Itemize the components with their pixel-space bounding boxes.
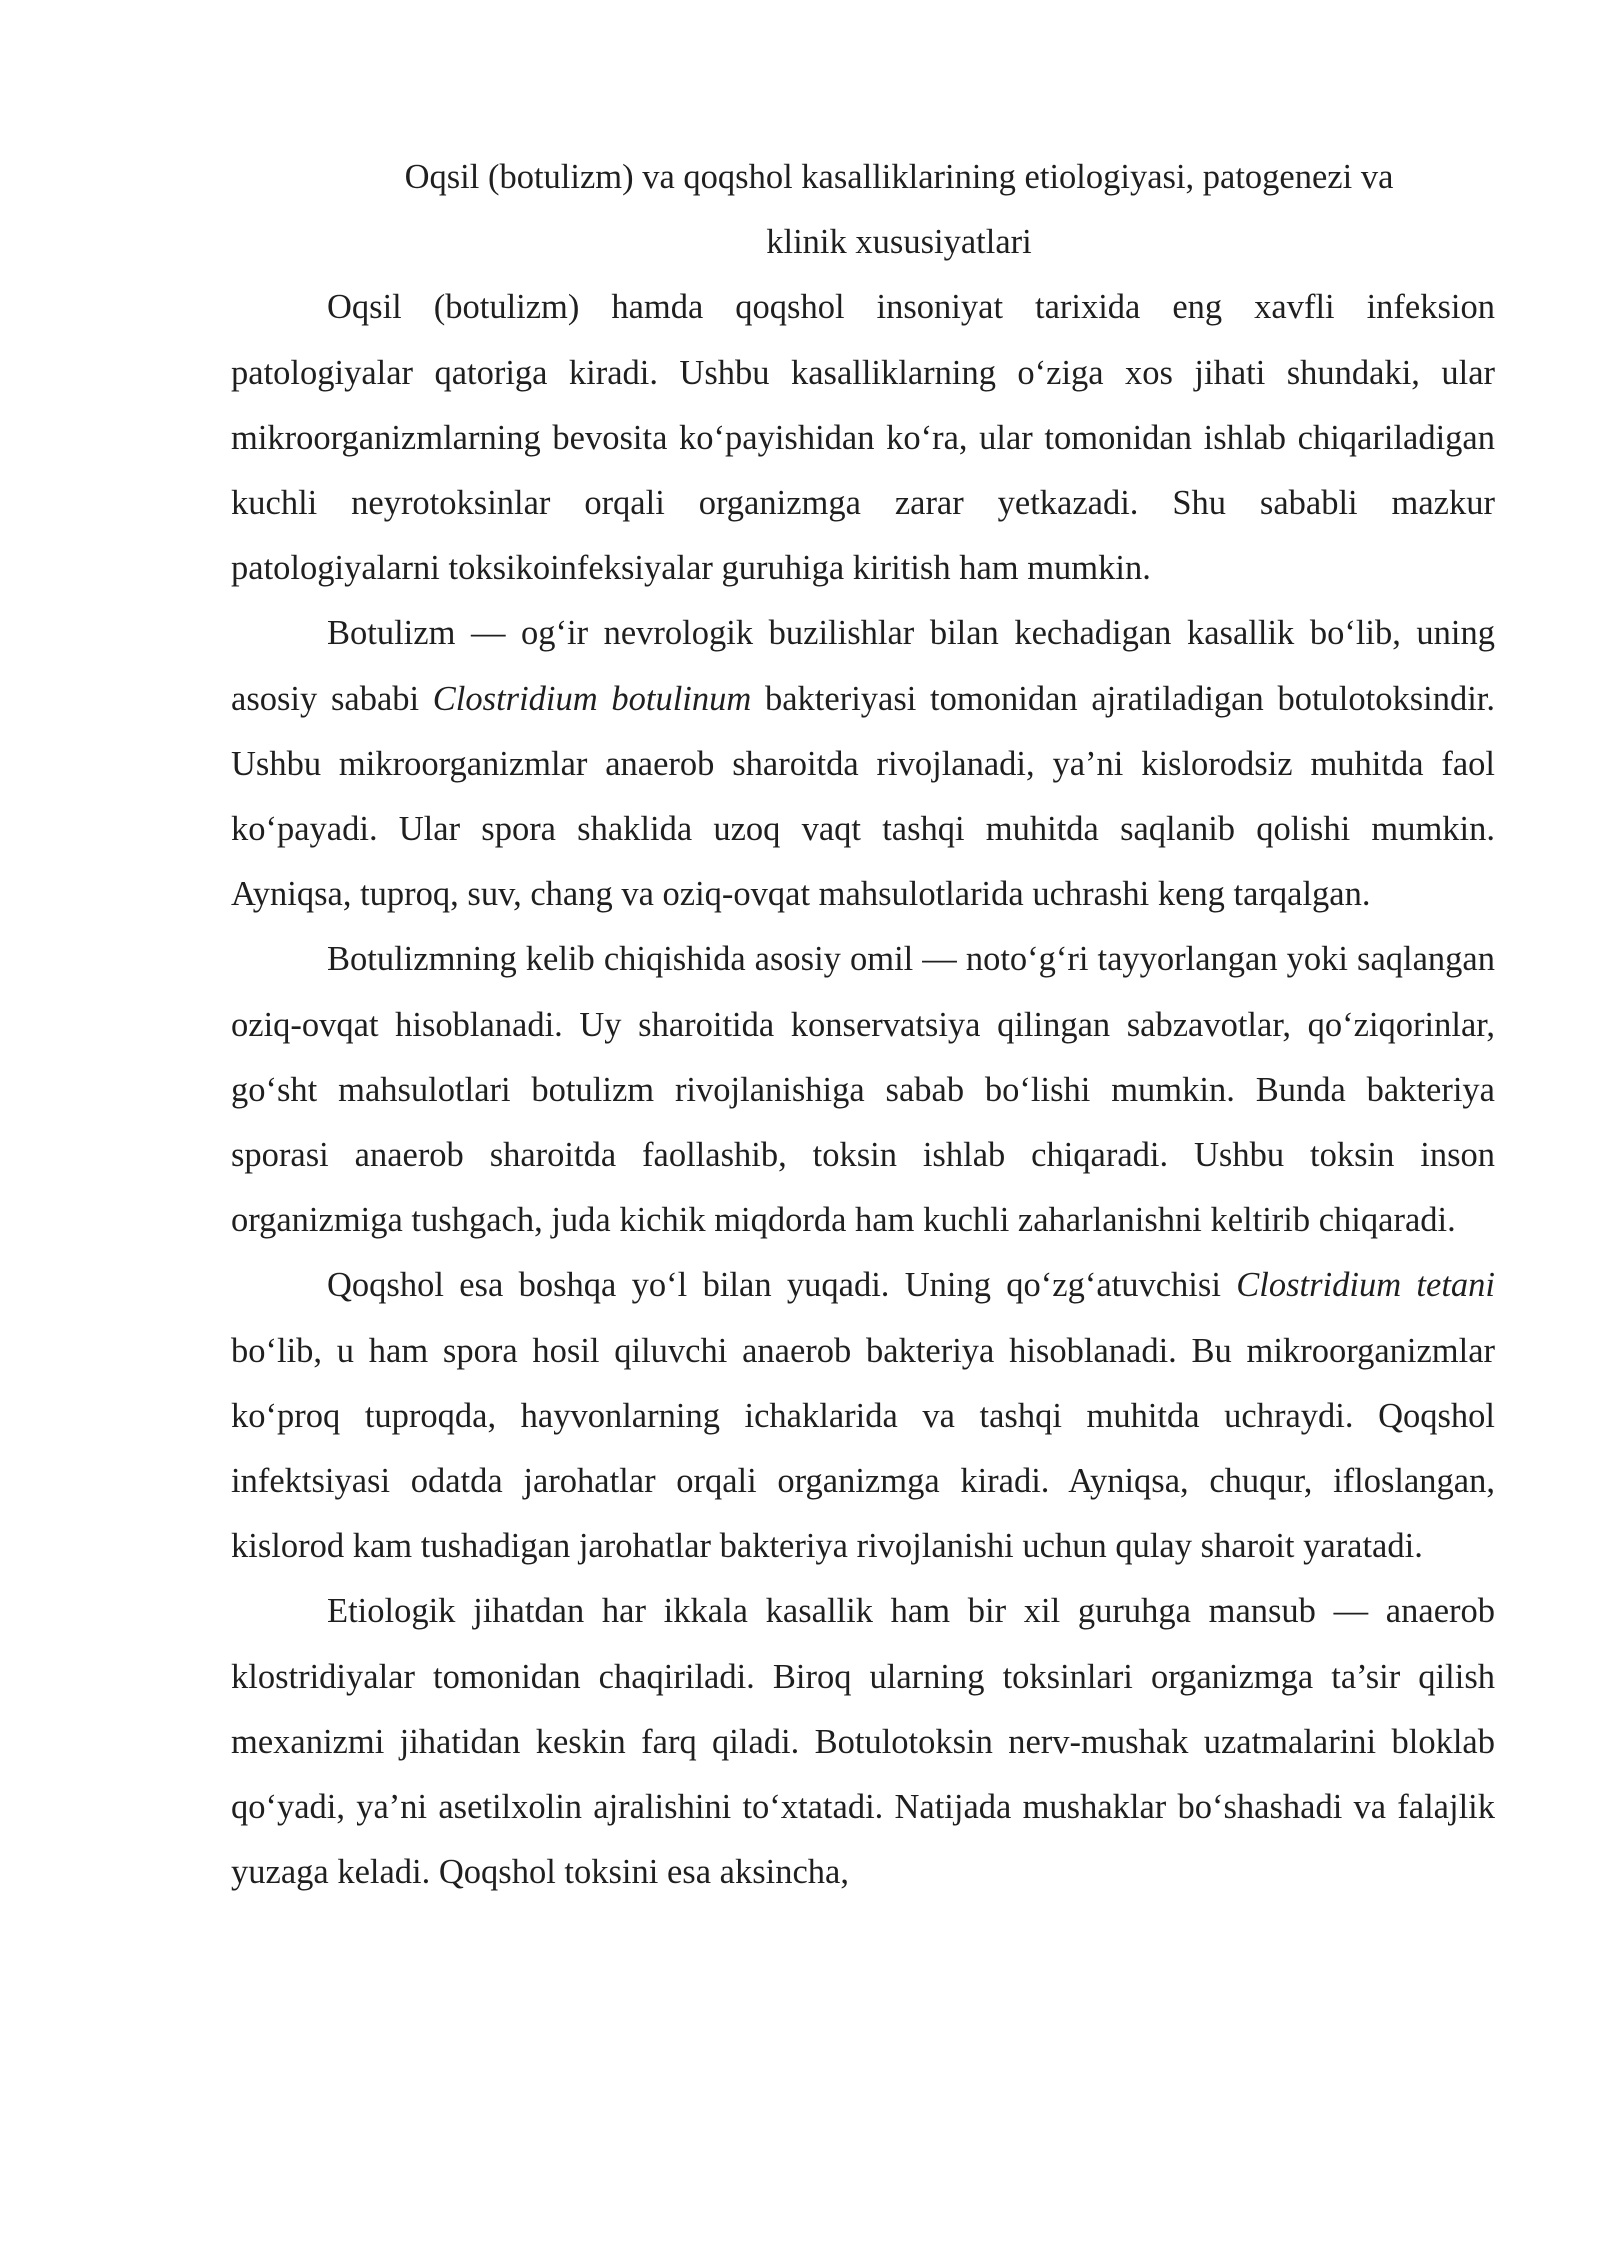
- species-name-italic: Clostridium botulinum: [432, 679, 752, 718]
- paragraph: [231, 1579, 1495, 1905]
- paragraph: [231, 1253, 1495, 1579]
- text-run: bakteriyasi tomonidan ajratiladigan botulotoksindir. Ushbu mikroorganizmlar anaerob sharoitda rivojlanadi, ya’ni kislorodsiz muhitda faol ko‘payadi. Ular spora shaklida uzoq vaqt tashqi muhitda saqlanib qolishi mumkin. Ayniqsa, tuproq, suv, chang va oziq-ovqat mahsulotlarida uchrashi keng tarqalgan.: [231, 679, 1496, 914]
- text-run: Qoqshol esa boshqa yo‘l bilan yuqadi. Uning qo‘zg‘atuvchisi: [327, 1266, 1237, 1305]
- text-run: Botulizmning kelib chiqishida asosiy omil — noto‘g‘ri tayyorlangan yoki saqlangan oziq-ovqat hisoblanadi. Uy sharoitida konservatsiya qilingan sabzavotlar, qo‘ziqorinlar, go‘sht mahsulotlari botulizm rivojlanishiga sabab bo‘lishi mumkin. Bunda bakteriya sporasi anaerob sharoitda faollashib, toksin ishlab chiqaradi. Ushbu toksin inson organizmiga tushgach, juda kichik miqdorda ham kuchli zaharlanishni keltirib chiqaradi.: [231, 940, 1495, 1240]
- text-run: Oqsil (botulizm) hamda qoqshol insoniyat tarixida eng xavfli infeksion patologiyalar qatoriga kiradi. Ushbu kasalliklarning o‘ziga xos jihati shundaki, ular mikroorganizmlarning bevosita ko‘payishidan ko‘ra, ular tomonidan ishlab chiqariladigan kuchli neyrotoksinlar orqali organizmga zarar yetkazadi. Shu sababli mazkur patologiyalarni toksikoinfeksiyalar guruhiga kiritish ham mumkin.: [231, 288, 1495, 588]
- paragraph: [231, 927, 1495, 1253]
- document-body: [231, 145, 1495, 1905]
- title-line: klinik xususiyatlari: [766, 223, 1032, 262]
- paragraph: [231, 275, 1495, 601]
- text-run: Botulizm — og‘ir nevrologik buzilishlar bilan kechadigan kasallik bo‘lib, uning asosiy sababi: [231, 614, 1495, 718]
- paragraph: [231, 601, 1495, 927]
- species-name-italic: Clostridium tetani: [1236, 1266, 1495, 1305]
- text-run: Etiologik jihatdan har ikkala kasallik ham bir xil guruhga mansub — anaerob klostridiyalar tomonidan chaqiriladi. Biroq ularning toksinlari organizmga ta’sir qilish mexanizmi jihatidan keskin farq qiladi. Botulotoksin nerv-mushak uzatmalarini bloklab qo‘yadi, ya’ni asetilxolin ajralishini to‘xtatadi. Natijada mushaklar bo‘shashadi va falajlik yuzaga keladi. Qoqshol toksini esa aksincha,: [231, 1592, 1495, 1892]
- text-run: bo‘lib, u ham spora hosil qiluvchi anaerob bakteriya hisoblanadi. Bu mikroorganizmlar ko‘proq tuproqda, hayvonlarning ichaklarida va tashqi muhitda uchraydi. Qoqshol infektsiyasi odatda jarohatlar orqali organizmga kiradi. Ayniqsa, chuqur, ifloslangan, kislorod kam tushadigan jarohatlar bakteriya rivojlanishi uchun qulay sharoit yaratadi.: [231, 1331, 1495, 1566]
- title-line: Oqsil (botulizm) va qoqshol kasalliklarining etiologiyasi, patogenezi va: [404, 158, 1394, 196]
- document-title: [231, 145, 1495, 275]
